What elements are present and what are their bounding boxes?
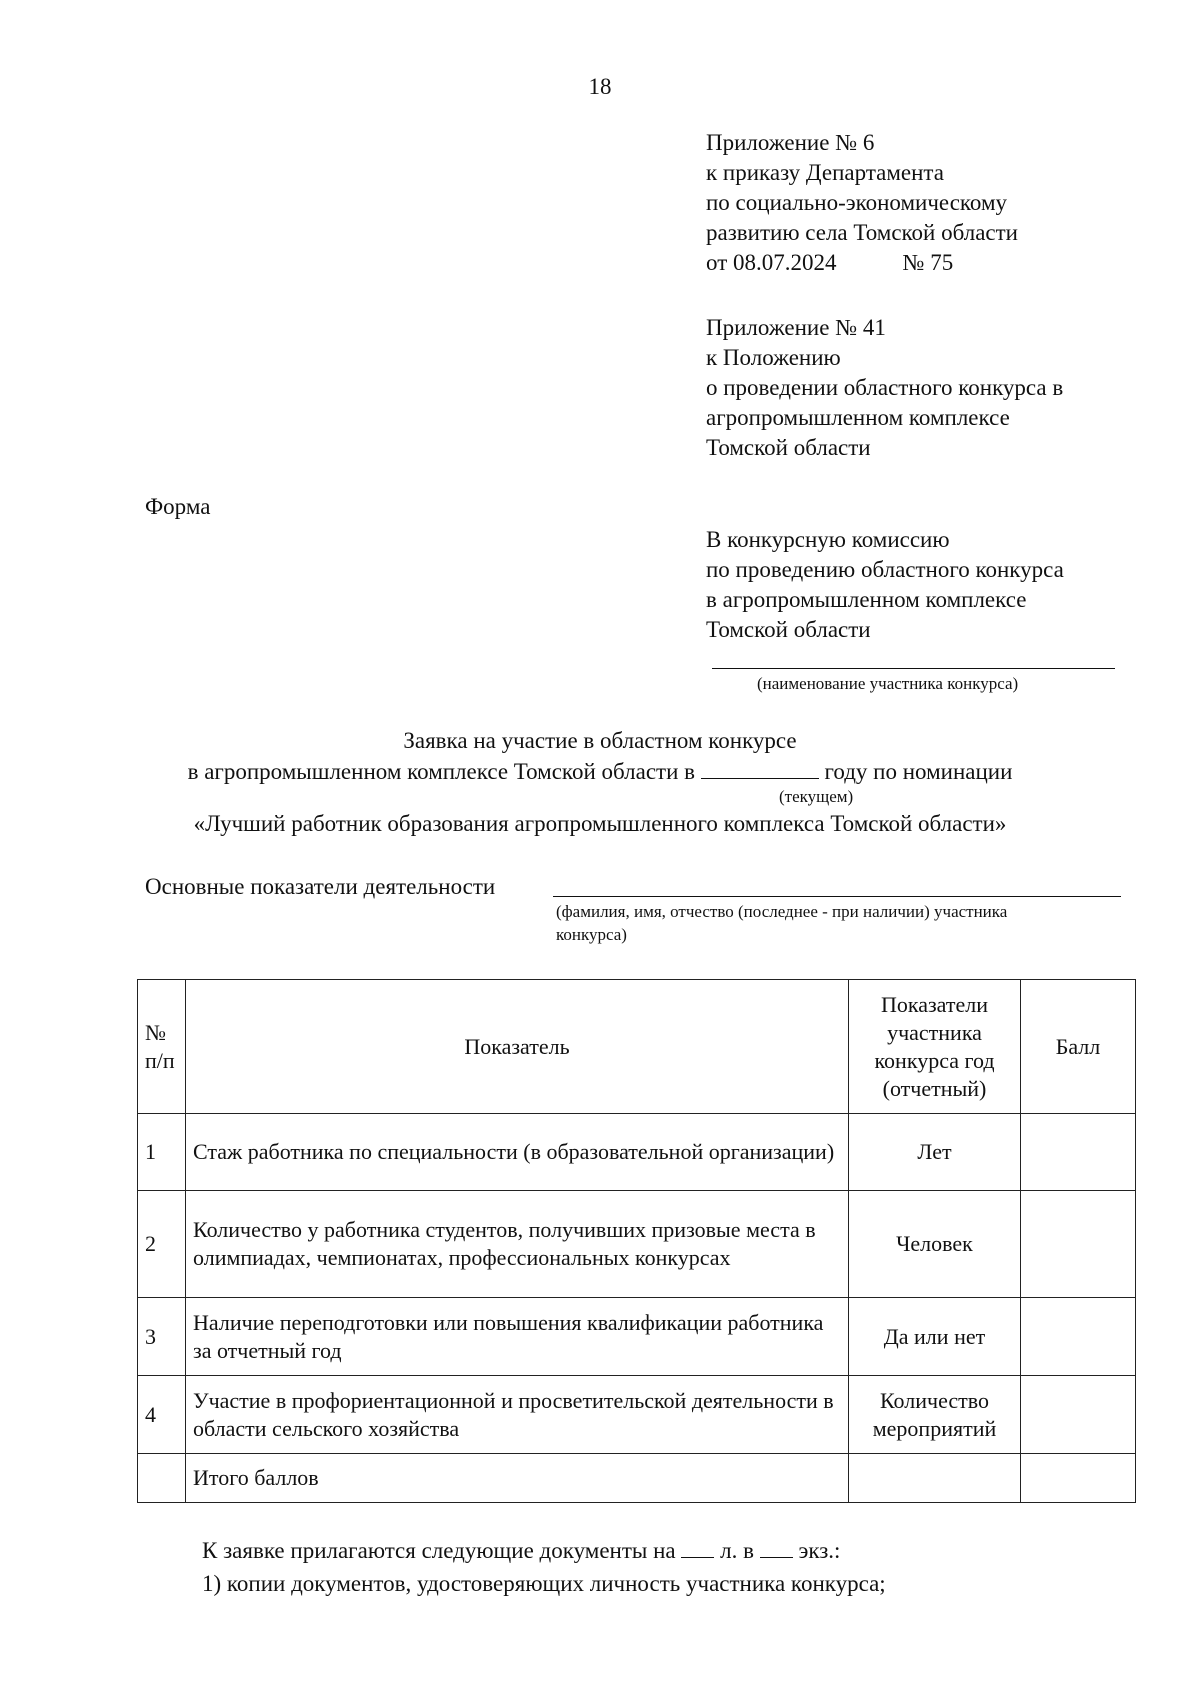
addressee-line1: В конкурсную комиссию <box>706 527 950 552</box>
page-number: 18 <box>588 74 612 99</box>
header-indicator: Показатель <box>186 980 849 1114</box>
title-line1: Заявка на участие в областном конкурсе <box>403 728 797 753</box>
attachment-item-1: 1) копии документов, удостоверяющих личность участника конкурса; <box>202 1571 886 1596</box>
appendix-6-line1: Приложение № 6 <box>706 130 875 155</box>
appendix-41-line4: агропромышленном комплексе <box>706 405 1010 430</box>
total-score[interactable] <box>1021 1454 1136 1503</box>
table-total-row <box>138 1454 1136 1503</box>
participant-fio-line[interactable] <box>553 896 1121 897</box>
row-num: 1 <box>138 1114 186 1191</box>
attachments-intro-part3: экз.: <box>798 1538 841 1563</box>
appendix-6-line4: развитию села Томской области <box>706 220 1018 245</box>
appendix-41-line3: о проведении областного конкурса в <box>706 375 1064 400</box>
row-score[interactable] <box>1021 1114 1136 1191</box>
form-label: Форма <box>145 494 211 519</box>
fio-caption-line1: (фамилия, имя, отчество (последнее - при наличии) участника <box>556 902 1008 921</box>
row-unit: Лет <box>849 1114 1021 1191</box>
row-num: 4 <box>138 1376 186 1454</box>
row-num: 2 <box>138 1191 186 1298</box>
fio-caption-line2: конкурса) <box>556 925 627 944</box>
table-row <box>138 1114 1136 1191</box>
addressee-block <box>706 525 1064 645</box>
appendix-41-line1: Приложение № 41 <box>706 315 886 340</box>
year-caption: (текущем) <box>779 787 854 806</box>
attachments-intro-part1: К заявке прилагаются следующие документы на <box>202 1538 676 1563</box>
indicators-table <box>137 979 1136 1503</box>
addressee-line2: по проведению областного конкурса <box>706 557 1064 582</box>
header-values: Показатели участника конкурса год (отчетный) <box>849 980 1021 1114</box>
year-blank[interactable] <box>701 758 819 779</box>
sheets-blank[interactable] <box>681 1539 714 1558</box>
row-indicator: Наличие переподготовки или повышения квалификации работника за отчетный год <box>186 1298 849 1376</box>
table-row <box>138 1298 1136 1376</box>
appendix-6-line3: по социально-экономическому <box>706 190 1008 215</box>
row-score[interactable] <box>1021 1298 1136 1376</box>
table-header-row <box>138 980 1136 1114</box>
appendix-41-block <box>706 313 1063 463</box>
header-num: № п/п <box>138 980 186 1114</box>
header-score: Балл <box>1021 980 1136 1114</box>
appendix-41-line5: Томской области <box>706 435 871 460</box>
row-unit: Человек <box>849 1191 1021 1298</box>
total-label: Итого баллов <box>186 1454 849 1503</box>
row-num: 3 <box>138 1298 186 1376</box>
total-num <box>138 1454 186 1503</box>
table-row <box>138 1191 1136 1298</box>
row-score[interactable] <box>1021 1191 1136 1298</box>
participant-name-line[interactable] <box>712 668 1115 669</box>
indicators-label: Основные показатели деятельности <box>145 874 496 899</box>
row-indicator: Стаж работника по специальности (в образовательной организации) <box>186 1114 849 1191</box>
appendix-6-line2: к приказу Департамента <box>706 160 944 185</box>
copies-blank[interactable] <box>760 1539 793 1558</box>
order-number: № 75 <box>902 250 954 275</box>
row-score[interactable] <box>1021 1376 1136 1454</box>
table-row <box>138 1376 1136 1454</box>
appendix-6-date-line <box>706 248 1018 278</box>
row-indicator: Количество у работника студентов, получивших призовые места в олимпиадах, чемпионатах, профессиональных конкурсах <box>186 1191 849 1298</box>
appendix-6-block <box>706 128 1018 278</box>
order-date: от 08.07.2024 <box>706 250 837 275</box>
addressee-line4: Томской области <box>706 617 871 642</box>
participant-name-caption: (наименование участника конкурса) <box>757 674 1019 693</box>
row-unit: Количество мероприятий <box>849 1376 1021 1454</box>
title-line2-start: в агропромышленном комплексе Томской области в <box>187 759 695 784</box>
title-line2 <box>0 758 1200 785</box>
title-line3: «Лучший работник образования агропромышленного комплекса Томской области» <box>193 811 1007 836</box>
row-indicator: Участие в профориентационной и просветительской деятельности в области сельского хозяйства <box>186 1376 849 1454</box>
appendix-41-line2: к Положению <box>706 345 841 370</box>
attachments-intro-part2: л. в <box>720 1538 754 1563</box>
title-line2-end: году по номинации <box>824 759 1013 784</box>
row-unit: Да или нет <box>849 1298 1021 1376</box>
total-unit <box>849 1454 1021 1503</box>
attachments-intro <box>202 1538 840 1564</box>
addressee-line3: в агропромышленном комплексе <box>706 587 1027 612</box>
